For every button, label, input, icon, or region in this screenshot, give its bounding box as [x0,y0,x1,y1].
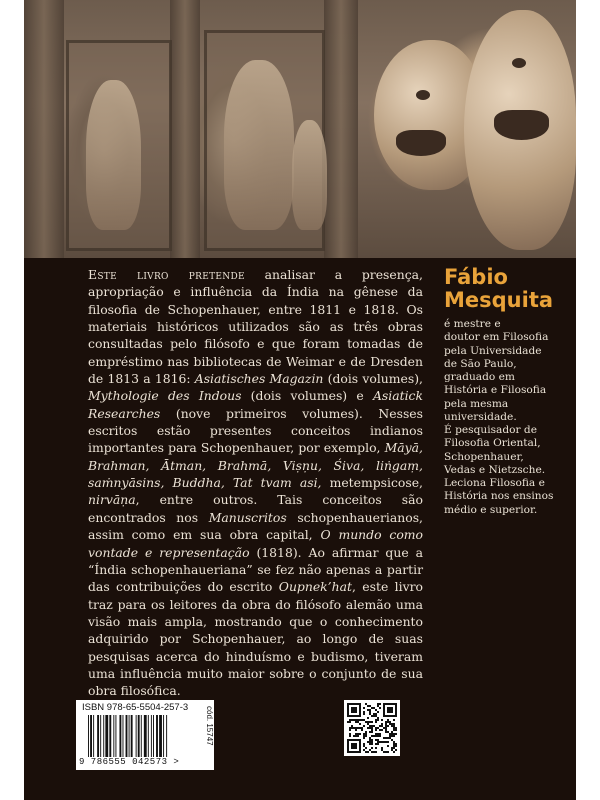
qr-code[interactable] [344,700,400,756]
bio-line: É pesquisador de [444,424,537,436]
bio-line: Filosofia Oriental, [444,437,541,450]
isbn-barcode [76,700,214,770]
bio-line: universidade. [444,410,517,423]
author-bio [444,318,574,517]
author-first-name: Fábio [444,265,508,289]
bio-line: Leciona Filosofia e [444,477,545,489]
bio-line: Schopenhauer, [444,450,524,463]
synopsis-text: Este livro pretende analisar a presença, apropriação e influência da Índia na gênese da filosofia de Schopenhauer, entre 1811 e 1818. Os materiais históricos utilizados são as três obras consultadas pelo filósofo e que foram tomadas de empréstimo nas bibliotecas de Weimar e de Dresden de 1813 a 1816: Asiatisches Magazin (dois volumes), Mythologie des Indous (dois volumes) e Asiatick Researches (nove primeiros volumes). Nesses escritos estão presentes conceitos indianos importantes para Schopenhauer, por exemplo, Māyā, Brahman, Ātman, Brahmā, Viṣṇu, Śiva, liṅgaṃ, saṁnyāsins, Buddha, Tat tvam asi, metempsicose, nirvāṇa, entre outros. Tais conceitos são encontrados nos Manuscritos schopenhauerianos, assim como em sua obra capital, O mundo como vontade e representação (1818). Ao afirmar que a “Índia schopenhaueriana” se fez não apenas a partir das contribuições do escrito Oupnek’hat, este livro traz para os leitores da obra do filósofo alemão uma visão mais ampla, mostrando que o conhecimento adquirido por Schopenhauer, ao longo de suas pesquisas acerca do hinduísmo e budismo, tiveram uma influência muito maior sobre o conjunto de sua obra filosófica. [88,267,423,699]
author-name [444,266,553,312]
bio-line: História nos ensinos [444,490,554,503]
bio-line: Vedas e Nietzsche. [444,463,546,476]
qr-code-icon [347,703,397,753]
bio-line: médio e superior. [444,503,538,516]
book-back-cover [24,0,576,800]
author-last-name: Mesquita [444,288,554,312]
bio-line: pela Universidade [444,344,542,357]
synopsis-lead: Este livro pretende [88,267,245,282]
barcode-bars [86,715,198,757]
temple-sculpture-photo [24,0,576,258]
bio-line: graduado em [444,371,515,383]
bio-line: História e Filosofia [444,384,547,397]
product-code: cód. 15747 [205,706,214,746]
bio-line: doutor em Filosofia [444,331,549,344]
bio-line: é mestre e [444,318,501,330]
isbn-label: ISBN 978-65-5504-257-3 [82,702,189,713]
bio-line: pela mesma [444,397,509,410]
bio-line: de São Paulo, [444,357,517,370]
barcode-digits: 9 786555 042573 > [79,757,180,767]
